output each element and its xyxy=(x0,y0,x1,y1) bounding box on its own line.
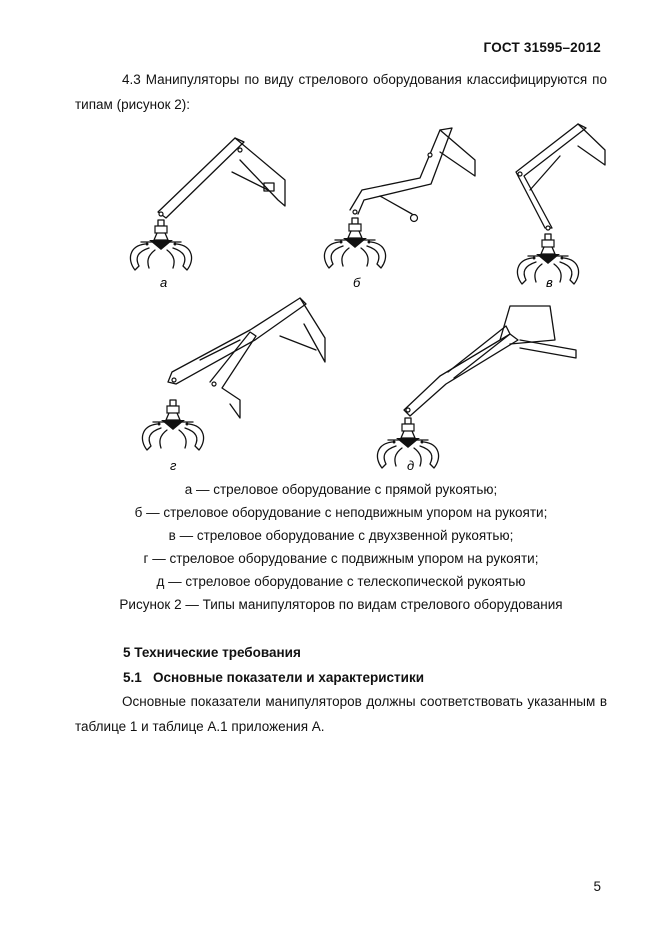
intro-paragraph: 4.3 Манипуляторы по виду стрелового оборудования классифицируются по типам (рисунок 2): xyxy=(75,72,607,112)
section-title: 5 Технические требования xyxy=(123,645,301,660)
legend-item-b: б — стреловое оборудование с неподвижным упором на рукояти; xyxy=(134,505,548,520)
subsection-title: 5.1 Основные показатели и характеристики xyxy=(123,670,425,685)
legend-item-g: г — стреловое оборудование с подвижным упором на рукояти; xyxy=(143,551,539,566)
figure-label-v: в xyxy=(546,275,553,290)
document-id: ГОСТ 31595–2012 xyxy=(483,40,601,55)
manipulator-a-drawing xyxy=(130,138,285,270)
manipulator-b-drawing xyxy=(324,128,475,268)
legend-item-v: в — стреловое оборудование с двухзвенной рукоятью; xyxy=(168,528,514,543)
figure-caption: Рисунок 2 — Типы манипуляторов по видам стрелового оборудования xyxy=(119,597,563,612)
manipulator-d-drawing xyxy=(377,306,576,468)
manipulator-v-drawing xyxy=(516,124,605,284)
figure-label-g: г xyxy=(170,458,177,473)
section-paragraph: Основные показатели манипуляторов должны соответствовать указанным в таблице 1 и таблице А.1 приложения А. xyxy=(75,694,607,734)
figure-label-a: а xyxy=(160,275,168,290)
manipulator-g-drawing xyxy=(142,298,325,450)
legend-item-d: д — стреловое оборудование с телескопической рукоятью xyxy=(156,574,526,589)
legend-item-a: а — стреловое оборудование с прямой рукоятью; xyxy=(184,482,498,497)
page-number: 5 xyxy=(593,879,601,894)
figure-label-d: д xyxy=(407,458,415,473)
figure-label-b: б xyxy=(353,275,361,290)
